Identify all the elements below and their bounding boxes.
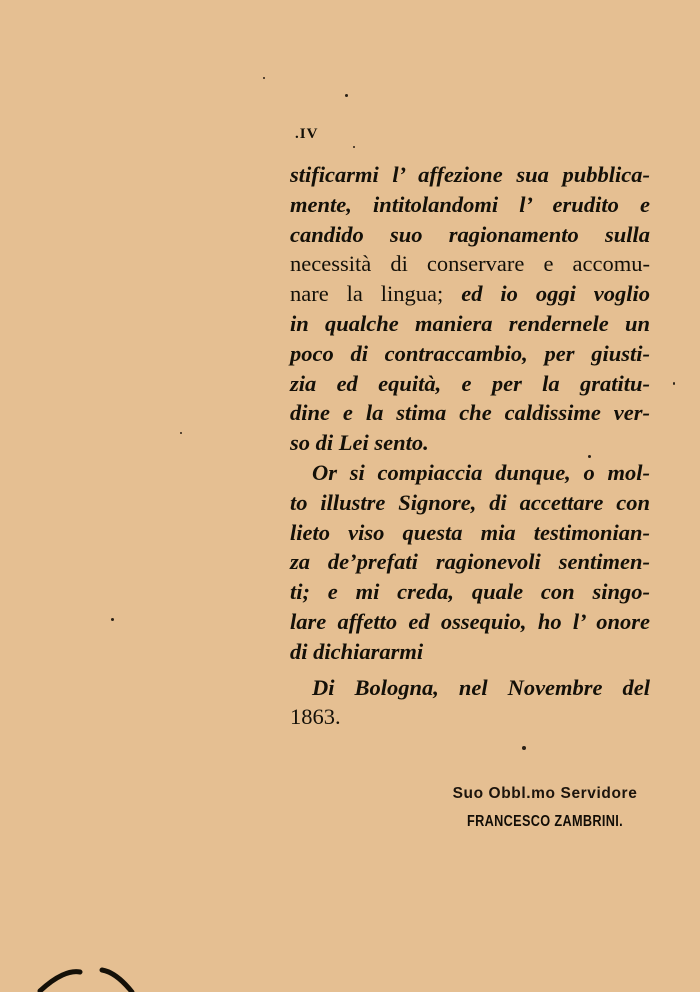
text-segment: so di Lei sento. [290,430,429,456]
page-number: .IV [295,126,319,142]
text-segment: in qualche maniera rendernele un [290,310,650,336]
scan-speck [353,146,355,148]
text-segment: dine e la stima che caldissime ver- [290,400,650,426]
scan-speck [345,94,348,97]
closing-formula: Suo Obbl.mo Servidore [452,785,638,802]
text-line [290,458,650,488]
signature-block [430,785,660,831]
scan-speck [111,618,114,621]
text-line [290,518,650,548]
text-segment: ed io oggi voglio [461,281,650,307]
text-segment: to illustre Signore, di accettare con [290,489,650,515]
text-segment: Or si compiaccia dunque, o mol- [312,459,650,485]
text-line [290,637,650,667]
text-line [290,190,650,220]
scan-speck [180,432,182,434]
text-line [290,309,650,339]
text-segment: poco di contraccambio, per giusti- [290,340,650,366]
text-line [290,702,650,732]
text-segment: candido suo ragionamento sulla [290,221,650,247]
text-line [290,398,650,428]
text-segment: di dichiararmi [290,638,424,664]
scan-speck [522,746,526,750]
text-segment: lare affetto ed ossequio, ho l’ onore [290,608,650,634]
scan-speck [263,77,265,79]
text-segment: za de’prefati ragionevoli sentimen- [290,549,650,575]
text-line [290,577,650,607]
text-segment: Di Bologna, nel Novembre del [312,674,650,700]
text-segment: lieto viso questa mia testimonian- [290,519,650,545]
text-line [290,249,650,279]
text-segment: necessità di conservare e accomu- [290,251,650,277]
text-line [290,220,650,250]
signer-name: FRANCESCO ZAMBRINI. [467,813,623,830]
paragraph [290,160,650,458]
paragraph [290,673,650,733]
paragraph [290,458,650,667]
text-segment: ti; e mi creda, quale con singo- [290,579,650,605]
text-line [290,547,650,577]
text-segment: nare la lingua; [290,281,462,307]
scan-speck [588,455,591,458]
text-line [290,339,650,369]
letter-body [290,160,650,732]
text-segment: mente, intitolandomi l’ erudito e [290,191,650,217]
text-line [290,488,650,518]
text-line [290,607,650,637]
binding-edge-mark [36,962,146,992]
text-segment: 1863. [290,704,341,730]
text-line [290,279,650,309]
scan-speck [673,382,675,385]
text-line [290,369,650,399]
text-line [290,428,650,458]
text-segment: stificarmi l’ affezione sua pubblica- [290,162,650,187]
text-line [290,673,650,703]
text-line [290,160,650,190]
text-segment: zia ed equità, e per la gratitu- [290,370,650,396]
